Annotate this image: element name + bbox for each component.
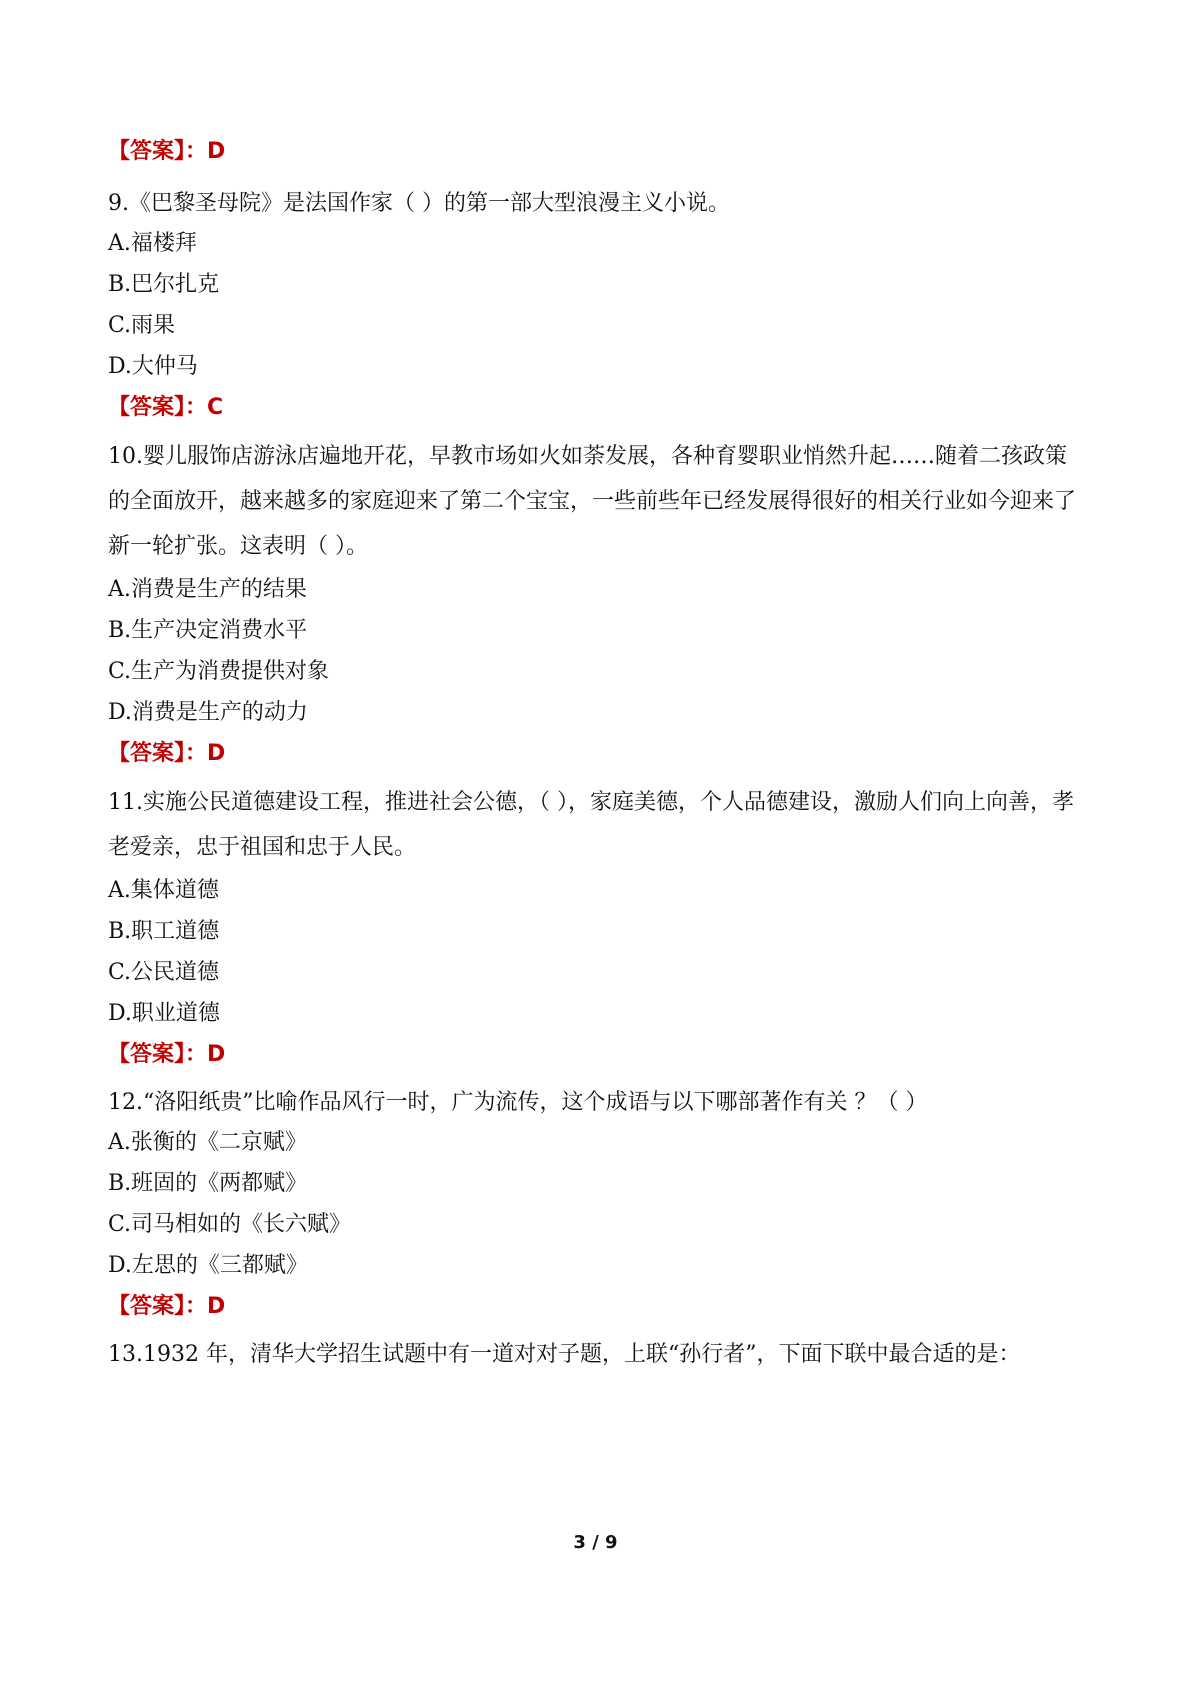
answer-value: D: [207, 741, 226, 766]
option-c: C.生产为消费提供对象: [108, 659, 330, 684]
question-11: [108, 780, 1088, 1075]
answer-line: [108, 1034, 1088, 1075]
option-c: C.公民道德: [108, 960, 220, 985]
question-stem: 11.实施公民道德建设工程，推进社会公德，（ ），家庭美德，个人品德建设，激励人们向上向善，孝老爱亲，忠于祖国和忠于人民。: [108, 790, 1074, 860]
question-stem: 10.婴儿服饰店游泳店遍地开花，早教市场如火如荼发展，各种育婴职业悄然升起……随着二孩政策的全面放开，越来越多的家庭迎来了第二个宝宝，一些前些年已经发展得很好的相关行业如今迎来了新一轮扩张。这表明（ ）。: [108, 444, 1077, 559]
page-content: [108, 130, 1088, 1377]
option-b: B.巴尔扎克: [108, 272, 220, 297]
answer-label: 【答案】：: [108, 741, 208, 766]
option-b: B.生产决定消费水平: [108, 618, 308, 643]
question-stem: 13.1932 年，清华大学招生试题中有一道对对子题，上联“孙行者”，下面下联中最合适的是：: [108, 1342, 1021, 1367]
answer-label: 【答案】：: [108, 395, 208, 420]
answer-value: D: [207, 139, 226, 164]
page-number: 3 / 9: [573, 1532, 618, 1553]
option-a: A.集体道德: [108, 878, 219, 903]
option-d: D.消费是生产的动力: [108, 700, 308, 725]
question-stem: 12.“洛阳纸贵”比喻作品风行一时，广为流传，这个成语与以下哪部著作有关 ？（ ）: [108, 1090, 928, 1115]
option-a: A.张衡的《二京赋》: [108, 1130, 307, 1155]
option-c: C.司马相如的《长六赋》: [108, 1212, 352, 1237]
option-a: A.消费是生产的结果: [108, 577, 307, 602]
option-c: C.雨果: [108, 313, 176, 338]
answer-label: 【答案】：: [108, 139, 208, 164]
answer-label: 【答案】：: [108, 1042, 208, 1067]
answer-line: [108, 733, 1088, 774]
answer-value: D: [207, 1042, 226, 1067]
option-d: D.左思的《三都赋》: [108, 1253, 308, 1278]
answer-line: [108, 130, 1088, 174]
question-10: [108, 434, 1088, 774]
option-b: B.班固的《两都赋》: [108, 1171, 308, 1196]
answer-line: [108, 1286, 1088, 1327]
answer-label: 【答案】：: [108, 1294, 208, 1319]
question-13: [108, 1333, 1088, 1377]
option-d: D.职业道德: [108, 1001, 220, 1026]
option-d: D.大仲马: [108, 354, 198, 379]
question-stem: 9.《巴黎圣母院》是法国作家（ ）的第一部大型浪漫主义小说。: [108, 191, 730, 216]
option-a: A.福楼拜: [108, 231, 197, 256]
answer-line: [108, 387, 1088, 428]
answer-value: D: [207, 1294, 226, 1319]
question-9: [108, 182, 1088, 428]
answer-value: C: [207, 395, 224, 420]
option-b: B.职工道德: [108, 919, 220, 944]
question-12: [108, 1081, 1088, 1327]
